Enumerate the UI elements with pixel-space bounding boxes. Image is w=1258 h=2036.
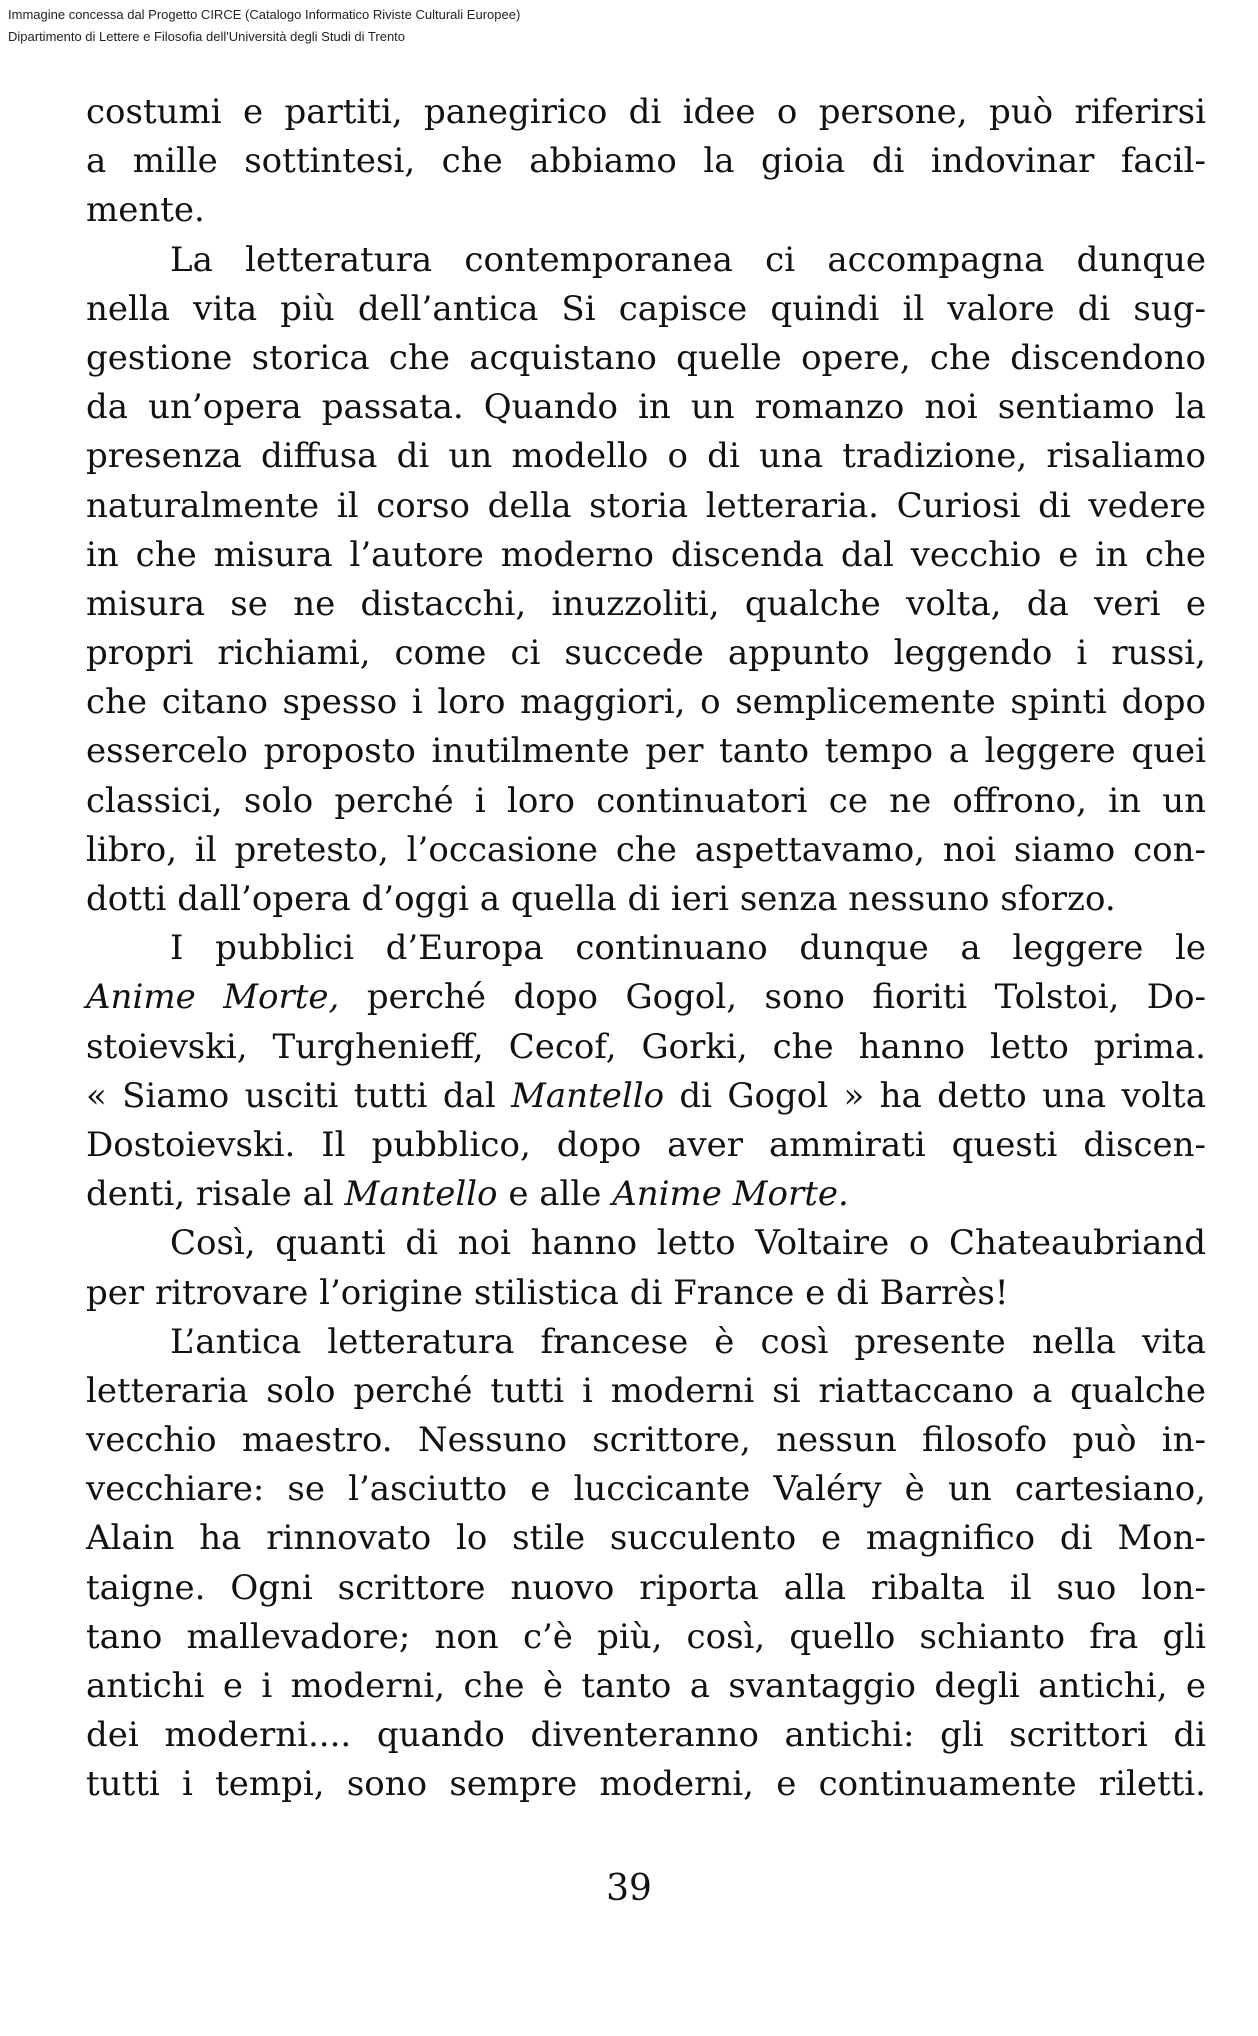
text-line: nella vita più dell’antica Si capisce quindi il valore di sug- (86, 288, 1206, 329)
text-line (86, 1072, 1206, 1121)
paragraph-start-line: L’antica letteratura francese è così presente nella vita (170, 1321, 1206, 1362)
text-line: Dostoievski. Il pubblico, dopo aver ammirati questi discen- (86, 1124, 1206, 1165)
text-line: classici, solo perché i loro continuatori ce ne offrono, in un (86, 780, 1206, 821)
text-line: costumi e partiti, panegirico di idee o persone, può riferirsi (86, 92, 1206, 132)
text-line: tano mallevadore; non c’è più, così, quello schianto fra gli (86, 1616, 1206, 1657)
text-line: gestione storica che acquistano quelle opere, che discendono (86, 337, 1206, 378)
text-line: mente. (86, 190, 205, 231)
book-title-italic: Mantello (511, 1075, 665, 1116)
text-segment: « Siamo usciti tutti dal (86, 1075, 512, 1116)
text-line (86, 1170, 1206, 1219)
page-body-text (86, 88, 1206, 1810)
credit-line-1: Immagine concessa dal Progetto CIRCE (Catalogo Informatico Riviste Culturali Europee) (8, 7, 521, 22)
text-line (86, 973, 1206, 1022)
text-line: stoievski, Turghenieff, Cecof, Gorki, che hanno letto prima. (86, 1026, 1206, 1067)
paragraph-start-line: Così, quanti di noi hanno letto Voltaire o Chateaubriand (170, 1223, 1206, 1264)
text-line: vecchio maestro. Nessuno scrittore, nessun filosofo può in- (86, 1420, 1206, 1461)
text-segment: perché dopo Gogol, sono fioriti Tolstoi, Do- (339, 977, 1207, 1018)
text-line: propri richiami, come ci succede appunto leggendo i russi, (86, 633, 1206, 674)
text-line: vecchiare: se l’asciutto e luccicante Valéry è un cartesiano, (86, 1469, 1206, 1510)
text-line: in che misura l’autore moderno discenda dal vecchio e in che (86, 534, 1206, 575)
paragraph-start-line: I pubblici d’Europa continuano dunque a leggere le (170, 928, 1206, 969)
book-title-italic: Mantello (344, 1174, 498, 1215)
text-segment: denti, risale al (86, 1174, 345, 1215)
text-line: dotti dall’opera d’oggi a quella di ieri senza nessuno sforzo. (86, 879, 1116, 919)
paragraph-start-line: La letteratura contemporanea ci accompagna dunque (170, 239, 1206, 280)
image-credit (8, 4, 520, 48)
book-title-italic: Anime Morte. (612, 1174, 849, 1215)
text-line: antichi e i moderni, che è tanto a svantaggio degli antichi, e (86, 1666, 1206, 1706)
book-title-italic: Anime Morte, (86, 977, 340, 1018)
text-line: dei moderni.... quando diventeranno antichi: gli scrittori di (86, 1715, 1206, 1756)
text-line: taigne. Ogni scrittore nuovo riporta alla ribalta il suo lon- (86, 1567, 1206, 1608)
text-line: che citano spesso i loro maggiori, o semplicemente spinti dopo (86, 682, 1206, 723)
page-number: 39 (606, 1868, 652, 1909)
credit-line-2: Dipartimento di Lettere e Filosofia dell'Università degli Studi di Trento (8, 29, 406, 44)
text-line: naturalmente il corso della storia letteraria. Curiosi di vedere (86, 485, 1206, 526)
text-segment: di Gogol » ha detto una volta (664, 1075, 1206, 1116)
text-line: misura se ne distacchi, inuzzoliti, qualche volta, da veri e (86, 583, 1206, 624)
text-line: essercelo proposto inutilmente per tanto tempo a leggere quei (86, 731, 1206, 772)
text-line: tutti i tempi, sono sempre moderni, e continuamente riletti. (86, 1764, 1206, 1805)
text-line: da un’opera passata. Quando in un romanzo noi sentiamo la (86, 387, 1206, 428)
text-line: a mille sottintesi, che abbiamo la gioia di indovinar facil- (86, 141, 1206, 182)
text-line: letteraria solo perché tutti i moderni si riattaccano a qualche (86, 1370, 1206, 1411)
text-line: per ritrovare l’origine stilistica di France e di Barrès! (86, 1272, 1009, 1313)
text-line: libro, il pretesto, l’occasione che aspettavamo, noi siamo con- (86, 829, 1206, 870)
text-line: presenza diffusa di un modello o di una tradizione, risaliamo (86, 436, 1206, 477)
text-segment: e alle (497, 1174, 613, 1215)
text-line: Alain ha rinnovato lo stile succulento e magnifico di Mon- (86, 1518, 1206, 1559)
